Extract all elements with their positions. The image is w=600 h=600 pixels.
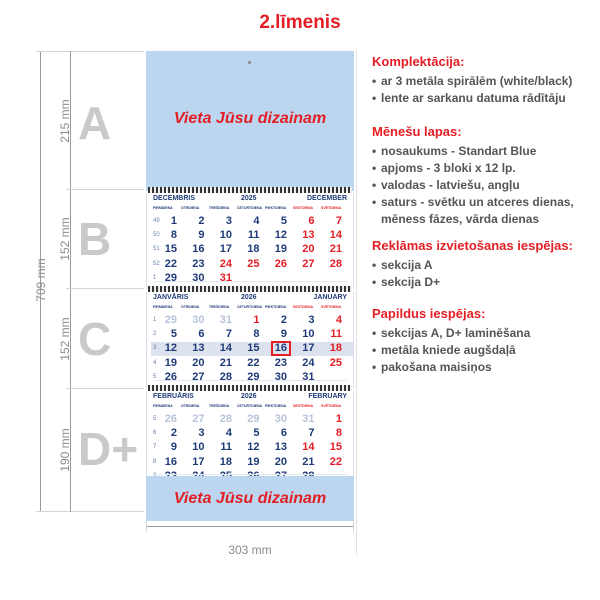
day-number: 7 bbox=[225, 328, 232, 341]
month-block bbox=[146, 193, 354, 289]
day-cell bbox=[187, 342, 213, 356]
section-a-height: 215 mm bbox=[58, 99, 72, 143]
day-cell bbox=[324, 342, 350, 356]
day-cell bbox=[214, 229, 240, 243]
day-cell bbox=[187, 427, 213, 441]
day-cell bbox=[214, 342, 240, 356]
month-year: 2026 bbox=[241, 294, 257, 301]
width-line bbox=[146, 526, 354, 527]
section-d-height: 190 mm bbox=[58, 428, 72, 472]
day-number: 11 bbox=[220, 441, 232, 454]
info-list bbox=[372, 73, 572, 107]
weekday-row bbox=[151, 206, 349, 214]
day-cell bbox=[269, 427, 295, 441]
divider bbox=[356, 50, 357, 555]
calendar bbox=[146, 51, 354, 521]
section-b-height: 152 mm bbox=[58, 217, 72, 261]
month-name-lv: FEBRUĀRIS bbox=[153, 393, 194, 400]
day-cell bbox=[324, 456, 350, 470]
week-number: 7 bbox=[153, 444, 157, 451]
month-block bbox=[146, 292, 354, 388]
day-number: 14 bbox=[302, 441, 315, 454]
week-number: 4 bbox=[153, 359, 157, 366]
day-cell bbox=[324, 215, 350, 229]
weekday-label: OTRDIENA bbox=[181, 305, 200, 309]
header-panel-a bbox=[146, 51, 354, 191]
day-cell bbox=[324, 258, 350, 272]
date-marker[interactable] bbox=[271, 341, 291, 356]
day-number: 28 bbox=[219, 413, 232, 425]
week-number: 49 bbox=[153, 218, 160, 224]
week-number: 50 bbox=[153, 232, 160, 239]
info-heading: Komplektācija: bbox=[372, 54, 465, 69]
day-number: 5 bbox=[253, 427, 260, 440]
day-number: 26 bbox=[164, 370, 177, 383]
day-number: 8 bbox=[170, 229, 177, 242]
weekday-label: SESTDIENA bbox=[293, 305, 314, 309]
day-number: 31 bbox=[302, 413, 315, 425]
day-number: 9 bbox=[280, 328, 287, 341]
info-item: • pakošana maisiņos bbox=[372, 359, 530, 376]
day-cell bbox=[297, 357, 323, 371]
section-letter-a: A bbox=[78, 97, 112, 149]
day-cell bbox=[214, 328, 240, 342]
day-cell bbox=[324, 427, 350, 441]
info-item: • ar 3 metāla spirālēm (white/black) bbox=[372, 73, 572, 90]
weekday-label: CETURTDIENA bbox=[237, 305, 263, 309]
week-row bbox=[153, 215, 351, 229]
day-cell bbox=[269, 229, 295, 243]
week-number: 52 bbox=[153, 260, 160, 267]
day-number: 11 bbox=[247, 229, 260, 242]
day-cell bbox=[269, 258, 295, 272]
day-number: 1 bbox=[253, 314, 260, 326]
day-number: 9 bbox=[198, 229, 205, 242]
day-number: 13 bbox=[302, 229, 315, 242]
day-cell bbox=[242, 357, 268, 371]
week-row bbox=[153, 427, 351, 441]
week-row bbox=[153, 441, 351, 455]
info-section bbox=[372, 54, 572, 107]
day-number: 17 bbox=[192, 455, 205, 468]
day-cell bbox=[269, 357, 295, 371]
day-number: 3 bbox=[225, 215, 232, 227]
day-number: 29 bbox=[247, 370, 260, 383]
day-cell bbox=[159, 441, 185, 455]
weekday-label: CETURTDIENA bbox=[237, 404, 263, 408]
day-cell bbox=[159, 427, 185, 441]
weekday-label: OTRDIENA bbox=[181, 404, 200, 408]
week-number: 8 bbox=[153, 458, 157, 465]
day-number: 9 bbox=[170, 441, 177, 454]
day-cell bbox=[269, 314, 295, 328]
day-cell bbox=[242, 258, 268, 272]
day-cell bbox=[297, 441, 323, 455]
day-number: 21 bbox=[302, 455, 315, 468]
day-number: 10 bbox=[192, 441, 205, 454]
day-number: 21 bbox=[329, 243, 342, 256]
rivet-icon bbox=[248, 61, 251, 64]
day-number: 10 bbox=[219, 229, 232, 242]
day-number: 22 bbox=[329, 455, 342, 468]
day-cell bbox=[159, 456, 185, 470]
day-number: 22 bbox=[247, 356, 260, 369]
day-number: 23 bbox=[192, 257, 205, 270]
day-number: 4 bbox=[335, 314, 342, 326]
weekday-label: PIRMDIENA bbox=[153, 305, 173, 309]
day-cell bbox=[187, 328, 213, 342]
day-cell bbox=[187, 314, 213, 328]
day-number: 15 bbox=[164, 243, 177, 256]
day-cell bbox=[214, 427, 240, 441]
info-heading: Papildus iespējas: bbox=[372, 306, 486, 321]
month-name-en: JANUARY bbox=[313, 294, 347, 301]
page-title: 2.līmenis bbox=[259, 12, 341, 33]
section-letter-b: B bbox=[78, 213, 112, 265]
day-number: 27 bbox=[192, 413, 205, 425]
month-header bbox=[153, 294, 347, 304]
day-number: 31 bbox=[219, 314, 232, 326]
month-header bbox=[153, 393, 347, 403]
day-number: 25 bbox=[329, 356, 342, 369]
day-number: 3 bbox=[308, 314, 315, 326]
day-cell bbox=[242, 413, 268, 427]
week-number: 1 bbox=[153, 274, 157, 281]
day-number: 31 bbox=[302, 370, 315, 383]
info-item: • nosaukums - Standart Blue bbox=[372, 143, 597, 160]
day-number: 31 bbox=[219, 271, 232, 284]
day-number: 1 bbox=[170, 215, 177, 227]
day-cell bbox=[187, 357, 213, 371]
day-number: 30 bbox=[192, 314, 205, 326]
day-number: 30 bbox=[274, 370, 287, 383]
day-cell bbox=[187, 215, 213, 229]
month-name-lv: DECEMBRIS bbox=[153, 195, 196, 202]
day-number: 16 bbox=[164, 455, 177, 468]
day-number: 11 bbox=[330, 328, 342, 341]
day-cell bbox=[324, 328, 350, 342]
weekday-label: SVĒTDIENA bbox=[321, 305, 342, 309]
dim-tick bbox=[36, 511, 144, 512]
day-cell bbox=[159, 229, 185, 243]
day-number: 21 bbox=[219, 356, 232, 369]
section-c-height: 152 mm bbox=[58, 317, 72, 361]
day-number: 15 bbox=[247, 342, 260, 355]
day-number: 19 bbox=[247, 455, 260, 468]
info-heading: Mēnešu lapas: bbox=[372, 124, 462, 139]
month-year: 2025 bbox=[241, 195, 257, 202]
day-number: 26 bbox=[164, 413, 177, 425]
info-item: • sekcija A bbox=[372, 257, 573, 274]
day-number: 7 bbox=[335, 215, 342, 227]
day-number: 4 bbox=[225, 427, 232, 440]
month-name-lv: JANVĀRIS bbox=[153, 294, 189, 301]
day-cell bbox=[187, 258, 213, 272]
day-cell bbox=[324, 314, 350, 328]
day-cell bbox=[159, 328, 185, 342]
day-number: 8 bbox=[335, 427, 342, 440]
day-number: 18 bbox=[329, 342, 342, 355]
width-label: 303 mm bbox=[228, 543, 272, 557]
day-number: 29 bbox=[164, 271, 177, 284]
info-list bbox=[372, 143, 597, 228]
day-cell bbox=[297, 427, 323, 441]
day-cell bbox=[159, 243, 185, 257]
day-number: 24 bbox=[302, 356, 315, 369]
day-number: 13 bbox=[274, 441, 287, 454]
weekday-label: PIEKTDIENA bbox=[265, 305, 287, 309]
day-cell bbox=[297, 229, 323, 243]
day-cell bbox=[269, 456, 295, 470]
day-number: 5 bbox=[170, 328, 177, 341]
day-number: 15 bbox=[329, 441, 342, 454]
day-cell bbox=[324, 357, 350, 371]
day-number: 16 bbox=[192, 243, 205, 256]
week-row bbox=[153, 456, 351, 470]
day-number: 23 bbox=[274, 356, 287, 369]
weekday-row bbox=[151, 305, 349, 313]
day-number: 6 bbox=[308, 215, 315, 227]
week-number: 5 bbox=[153, 416, 157, 422]
day-number: 26 bbox=[274, 257, 287, 270]
day-cell bbox=[297, 215, 323, 229]
week-number: 6 bbox=[153, 430, 157, 437]
day-number: 14 bbox=[329, 229, 342, 242]
day-number: 6 bbox=[198, 328, 205, 341]
info-item: • lente ar sarkanu datuma rādītāju bbox=[372, 90, 572, 107]
day-cell bbox=[159, 215, 185, 229]
day-number: 27 bbox=[192, 370, 205, 383]
week-number: 1 bbox=[153, 317, 157, 323]
day-cell bbox=[297, 342, 323, 356]
day-number: 12 bbox=[164, 342, 177, 355]
day-cell bbox=[242, 441, 268, 455]
weekday-row bbox=[151, 404, 349, 412]
day-cell bbox=[324, 243, 350, 257]
day-number: 24 bbox=[219, 257, 232, 270]
day-number: 18 bbox=[219, 455, 232, 468]
info-list bbox=[372, 325, 530, 376]
day-cell bbox=[269, 328, 295, 342]
day-cell bbox=[187, 229, 213, 243]
day-cell bbox=[159, 342, 185, 356]
day-cell bbox=[269, 413, 295, 427]
day-number: 29 bbox=[164, 314, 177, 326]
day-number: 7 bbox=[308, 427, 315, 440]
week-number: 2 bbox=[153, 331, 157, 338]
day-cell bbox=[242, 215, 268, 229]
week-row bbox=[153, 342, 351, 356]
week-number: 3 bbox=[153, 345, 157, 352]
day-cell bbox=[242, 427, 268, 441]
section-letter-d: D+ bbox=[78, 423, 139, 475]
info-item: • apjoms - 3 bloki x 12 lp. bbox=[372, 160, 597, 177]
day-number: 6 bbox=[280, 427, 287, 440]
footer-panel-d bbox=[146, 476, 354, 521]
day-number: 18 bbox=[247, 243, 260, 256]
weekday-label: SVĒTDIENA bbox=[321, 206, 342, 210]
day-number: 20 bbox=[274, 455, 287, 468]
day-cell bbox=[242, 229, 268, 243]
info-item: • sekcija D+ bbox=[372, 274, 573, 291]
day-cell bbox=[159, 314, 185, 328]
dim-tick bbox=[66, 388, 144, 389]
info-section bbox=[372, 238, 573, 291]
day-cell bbox=[159, 413, 185, 427]
section-letter-c: C bbox=[78, 313, 112, 365]
day-cell bbox=[214, 413, 240, 427]
day-cell bbox=[269, 342, 295, 356]
day-number: 13 bbox=[192, 342, 205, 355]
day-number: 10 bbox=[302, 328, 315, 341]
total-height-label: 709 mm bbox=[34, 258, 48, 302]
weekday-label: TREŠDIENA bbox=[209, 206, 230, 210]
day-number: 29 bbox=[247, 413, 260, 425]
weekday-label: TREŠDIENA bbox=[209, 404, 230, 408]
day-number: 17 bbox=[302, 342, 315, 355]
day-cell bbox=[159, 357, 185, 371]
day-cell bbox=[242, 314, 268, 328]
day-cell bbox=[187, 441, 213, 455]
day-cell bbox=[214, 314, 240, 328]
day-number: 2 bbox=[170, 427, 177, 440]
day-number: 4 bbox=[253, 215, 260, 227]
info-item: • metāla kniede augšdaļā bbox=[372, 342, 530, 359]
day-cell bbox=[187, 243, 213, 257]
day-cell bbox=[214, 258, 240, 272]
day-number: 30 bbox=[274, 413, 287, 425]
info-item: • sekcijas A, D+ laminēšana bbox=[372, 325, 530, 342]
day-number: 17 bbox=[219, 243, 232, 256]
design-placeholder-bottom: Vieta Jūsu dizainam bbox=[173, 490, 327, 507]
day-number: 20 bbox=[302, 243, 315, 256]
info-section bbox=[372, 306, 530, 376]
design-placeholder-top: Vieta Jūsu dizainam bbox=[173, 110, 327, 127]
dim-tick bbox=[36, 51, 144, 52]
day-cell bbox=[297, 243, 323, 257]
day-number: 16 bbox=[274, 342, 287, 355]
info-list bbox=[372, 257, 573, 291]
weekday-label: SVĒTDIENA bbox=[321, 404, 342, 408]
day-number: 1 bbox=[335, 413, 342, 425]
month-name-en: DECEMBER bbox=[306, 195, 347, 202]
week-row bbox=[153, 328, 351, 342]
dim-tick bbox=[66, 288, 144, 289]
day-number: 20 bbox=[192, 356, 205, 369]
day-number: 30 bbox=[192, 271, 205, 284]
week-number: 5 bbox=[153, 373, 157, 380]
day-number: 5 bbox=[280, 215, 287, 227]
day-cell bbox=[242, 328, 268, 342]
day-number: 19 bbox=[274, 243, 287, 256]
day-cell bbox=[297, 413, 323, 427]
day-cell bbox=[214, 456, 240, 470]
weekday-label: OTRDIENA bbox=[181, 206, 200, 210]
info-item: • valodas - latviešu, angļu bbox=[372, 177, 597, 194]
day-cell bbox=[242, 243, 268, 257]
day-cell bbox=[269, 441, 295, 455]
dim-tick bbox=[66, 189, 144, 190]
day-number: 28 bbox=[219, 370, 232, 383]
weekday-label: TREŠDIENA bbox=[209, 305, 230, 309]
day-number: 8 bbox=[253, 328, 260, 341]
week-row bbox=[153, 229, 351, 243]
weekday-label: SESTDIENA bbox=[293, 206, 314, 210]
weekday-label: CETURTDIENA bbox=[237, 206, 263, 210]
weekday-label: PIEKTDIENA bbox=[265, 206, 287, 210]
info-section bbox=[372, 124, 597, 228]
day-number: 12 bbox=[274, 229, 287, 242]
month-header bbox=[153, 195, 347, 205]
weekday-label: PIRMDIENA bbox=[153, 206, 173, 210]
day-cell bbox=[187, 456, 213, 470]
week-row bbox=[153, 314, 351, 328]
day-cell bbox=[324, 413, 350, 427]
day-number: 22 bbox=[164, 257, 177, 270]
month-name-en: FEBRUARY bbox=[308, 393, 347, 400]
day-cell bbox=[214, 357, 240, 371]
day-cell bbox=[297, 258, 323, 272]
day-number: 2 bbox=[198, 215, 205, 227]
day-cell bbox=[297, 456, 323, 470]
week-row bbox=[153, 243, 351, 257]
day-cell bbox=[214, 215, 240, 229]
info-item: • saturs - svētku un atceres dienas, mēness fāzes, vārda dienas bbox=[372, 194, 597, 228]
day-cell bbox=[269, 243, 295, 257]
day-cell bbox=[159, 258, 185, 272]
day-number: 27 bbox=[302, 257, 315, 270]
day-number: 3 bbox=[198, 427, 205, 440]
day-cell bbox=[269, 215, 295, 229]
day-cell bbox=[214, 243, 240, 257]
day-number: 28 bbox=[329, 257, 342, 270]
day-cell bbox=[242, 456, 268, 470]
day-number: 19 bbox=[164, 356, 177, 369]
month-block bbox=[146, 391, 354, 482]
weekday-label: PIEKTDIENA bbox=[265, 404, 287, 408]
day-cell bbox=[324, 229, 350, 243]
day-cell bbox=[324, 441, 350, 455]
day-number: 12 bbox=[247, 441, 260, 454]
weekday-label: SESTDIENA bbox=[293, 404, 314, 408]
day-cell bbox=[214, 441, 240, 455]
day-number: 25 bbox=[247, 257, 260, 270]
month-year: 2026 bbox=[241, 393, 257, 400]
week-row bbox=[153, 258, 351, 272]
info-heading: Reklāmas izvietošanas iespējas: bbox=[372, 238, 573, 253]
day-cell bbox=[297, 328, 323, 342]
day-cell bbox=[242, 342, 268, 356]
day-number: 14 bbox=[219, 342, 232, 355]
week-number: 51 bbox=[153, 246, 160, 253]
day-number: 2 bbox=[280, 314, 287, 326]
week-row bbox=[153, 413, 351, 427]
week-row bbox=[153, 357, 351, 371]
day-cell bbox=[297, 314, 323, 328]
weekday-label: PIRMDIENA bbox=[153, 404, 173, 408]
day-cell bbox=[187, 413, 213, 427]
